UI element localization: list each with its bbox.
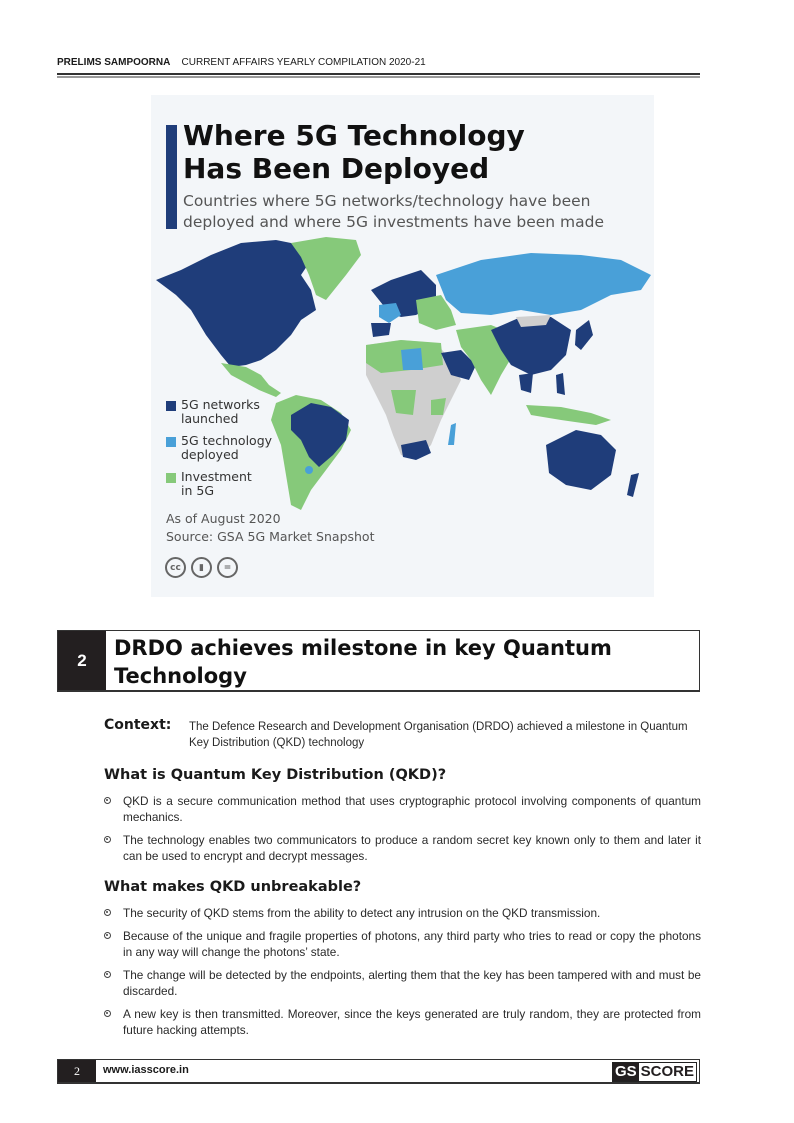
legend-investment: Investment in 5G <box>166 470 272 498</box>
bullet-icon <box>104 909 111 916</box>
section-title: DRDO achieves milestone in key Quantum Technology <box>114 636 612 688</box>
source-note: Source: GSA 5G Market Snapshot <box>166 529 375 544</box>
legend-networks-launched: 5G networks launched <box>166 398 272 426</box>
infographic-notes <box>166 510 374 546</box>
bullet-icon <box>104 971 111 978</box>
header-rule <box>57 73 700 75</box>
map-legend <box>166 398 272 506</box>
website-link[interactable]: www.iasscore.in <box>103 1064 189 1076</box>
gs-score-logo: GS SCORE <box>612 1062 697 1082</box>
infographic-subtitle: Countries where 5G networks/technology have been deployed and where 5G investments have been made <box>183 192 605 231</box>
list-item: The technology enables two communicators to produce a random secret key known only to them and later it can be used to encrypt and decrypt messages. <box>104 832 701 864</box>
map-spain <box>371 323 391 337</box>
map-north-america <box>156 240 316 367</box>
map-thailand <box>519 373 533 393</box>
map-madagascar <box>448 423 456 445</box>
header-subtitle: CURRENT AFFAIRS YEARLY COMPILATION 2020-21 <box>181 57 426 68</box>
list-item: QKD is a secure communication method that uses cryptographic protocol involving components of quantum mechanics. <box>104 793 701 825</box>
bullet-icon <box>104 836 111 843</box>
context-label: Context: <box>104 717 172 733</box>
section-number: 2 <box>58 631 106 690</box>
map-indonesia <box>526 405 611 425</box>
attribution-icon: ▮ <box>191 557 212 578</box>
legend-technology-deployed: 5G technology deployed <box>166 434 272 462</box>
section-heading <box>57 630 700 692</box>
map-australia <box>546 430 616 490</box>
map-mexico <box>221 363 281 397</box>
infographic-title: Where 5G Technology Has Been Deployed <box>183 119 525 185</box>
map-new-zealand <box>627 473 639 497</box>
license-icons <box>165 557 238 578</box>
map-japan <box>575 320 593 350</box>
legend-swatch-light-blue <box>166 437 176 447</box>
heading-what-is-qkd: What is Quantum Key Distribution (QKD)? <box>104 767 447 783</box>
as-of-date: As of August 2020 <box>166 511 281 526</box>
heading-qkd-unbreakable: What makes QKD unbreakable? <box>104 879 362 895</box>
no-derivatives-icon: = <box>217 557 238 578</box>
qkd-what-list <box>104 793 701 871</box>
bullet-icon <box>104 797 111 804</box>
running-header <box>57 57 700 68</box>
page-footer <box>57 1059 700 1084</box>
header-brand: PRELIMS SAMPOORNA <box>57 57 171 68</box>
list-item: A new key is then transmitted. Moreover, since the keys generated are truly random, they are protected from future hacking attempts. <box>104 1006 701 1038</box>
bullet-icon <box>104 1010 111 1017</box>
legend-swatch-dark-blue <box>166 401 176 411</box>
map-russia <box>436 253 651 315</box>
page-number: 2 <box>58 1060 96 1082</box>
bullet-icon <box>104 932 111 939</box>
context-text: The Defence Research and Development Organisation (DRDO) achieved a milestone in Quantum Key Distribution (QKD) technology <box>189 721 688 749</box>
map-philippines <box>556 373 565 395</box>
creative-commons-icon: cc <box>165 557 186 578</box>
title-accent-bar <box>166 125 177 229</box>
map-libya <box>401 348 423 370</box>
legend-swatch-green <box>166 473 176 483</box>
header-rule-shadow <box>57 76 700 78</box>
list-item: Because of the unique and fragile properties of photons, any third party who tries to read or copy the photons in any way will change the photons’ state. <box>104 928 701 960</box>
list-item: The security of QKD stems from the ability to detect any intrusion on the QKD transmission. <box>104 905 701 921</box>
qkd-unbreakable-list <box>104 905 701 1045</box>
list-item: The change will be detected by the endpoints, alerting them that the key has been tampered with and must be discarded. <box>104 967 701 999</box>
infographic-5g-map <box>151 95 654 597</box>
